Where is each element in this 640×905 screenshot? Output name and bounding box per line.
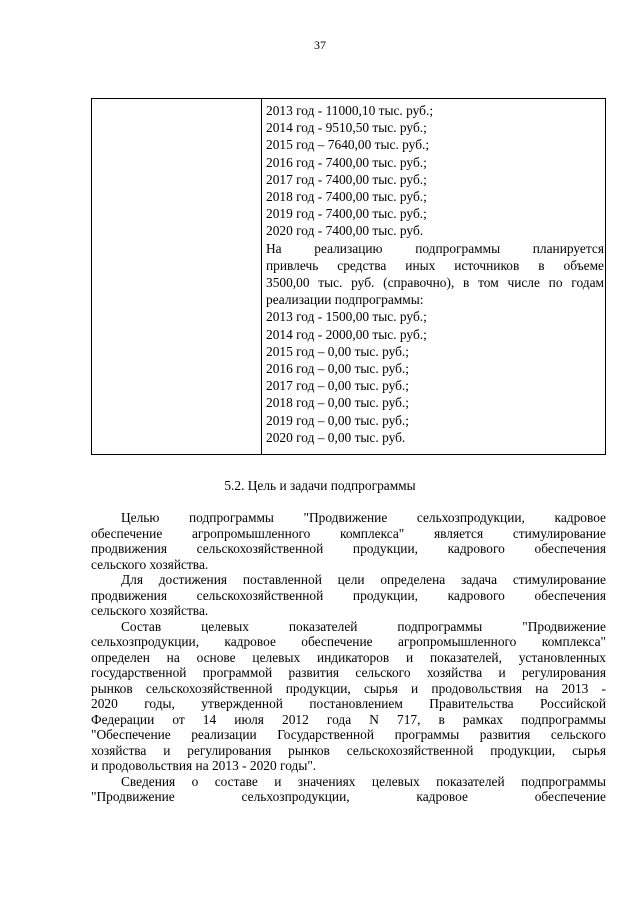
text-line: "Обеспечение реализации Государственной программы развития сельского xyxy=(91,727,606,742)
text-line: хозяйства и регулирования рынков сельскохозяйственной продукции, сырья xyxy=(91,742,606,758)
funding-line: 2015 год – 7640,00 тыс. руб.; xyxy=(266,137,430,153)
paragraph-task xyxy=(91,572,606,619)
funding-line: 2016 год – 0,00 тыс. руб.; xyxy=(266,361,409,377)
paragraph-details xyxy=(91,774,606,805)
text-line: рынков сельскохозяйственной продукции, сырья и продовольствия на 2013 - xyxy=(91,680,606,696)
text-line: сельского хозяйства. xyxy=(91,556,209,572)
funding-table-right-cell xyxy=(266,102,604,446)
funding-line: 2018 год - 7400,00 тыс. руб.; xyxy=(266,189,427,205)
text-line: продвижения сельскохозяйственной продукции, кадрового обеспечения xyxy=(91,587,606,603)
funding-line: 2016 год - 7400,00 тыс. руб.; xyxy=(266,154,427,170)
text-line: обеспечение агропромышленного комплекса" является стимулирование xyxy=(91,525,606,541)
funding-line: 2014 год - 2000,00 тыс. руб.; xyxy=(266,326,427,342)
text-line: и продовольствия на 2013 - 2020 годы". xyxy=(91,758,317,773)
funding-line: 2013 год - 11000,10 тыс. руб.; xyxy=(266,103,434,118)
text-line: Федерации от 14 июля 2012 года N 717, в рамках подпрограммы xyxy=(91,711,606,727)
funding-text-line: реализации подпрограммы: xyxy=(266,292,424,308)
funding-text-line: 3500,00 тыс. руб. (справочно), в том числе по годам xyxy=(266,275,604,291)
text-line: продвижения сельскохозяйственной продукции, кадрового обеспечения xyxy=(91,541,606,556)
section-heading: 5.2. Цель и задачи подпрограммы xyxy=(224,478,416,493)
text-line: сельского хозяйства. xyxy=(91,603,209,618)
funding-line: 2013 год - 1500,00 тыс. руб.; xyxy=(266,309,427,325)
text-line: "Продвижение сельхозпродукции, кадровое обеспечение xyxy=(91,789,606,804)
text-line: Целью подпрограммы "Продвижение сельхозпродукции, кадровое xyxy=(121,510,606,525)
table-column-divider xyxy=(261,99,262,454)
funding-line: 2017 год - 7400,00 тыс. руб.; xyxy=(266,171,427,187)
funding-line: 2019 год - 7400,00 тыс. руб.; xyxy=(266,206,427,222)
funding-text-line: На реализацию подпрограммы планируется xyxy=(266,240,604,256)
funding-text-line: привлечь средства иных источников в объеме xyxy=(266,257,604,273)
text-line: определен на основе целевых индикаторов и показателей, установленных xyxy=(91,649,606,665)
body-text xyxy=(91,510,606,805)
paragraph-indicators xyxy=(91,619,606,774)
funding-line: 2018 год – 0,00 тыс. руб.; xyxy=(266,395,409,411)
funding-table xyxy=(91,98,606,455)
funding-line: 2019 год – 0,00 тыс. руб.; xyxy=(266,412,409,428)
paragraph-goal xyxy=(91,510,606,572)
page-number: 37 xyxy=(314,38,326,52)
funding-line: 2020 год - 7400,00 тыс. руб. xyxy=(266,223,424,239)
funding-line: 2017 год – 0,00 тыс. руб.; xyxy=(266,378,409,394)
text-line: сельхозпродукции, кадровое обеспечение агропромышленного комплекса" xyxy=(91,634,606,649)
funding-line: 2014 год - 9510,50 тыс. руб.; xyxy=(266,120,427,136)
funding-line: 2015 год – 0,00 тыс. руб.; xyxy=(266,343,409,359)
text-line: Для достижения поставленной цели определена задача стимулирование xyxy=(121,572,606,587)
funding-line: 2020 год – 0,00 тыс. руб. xyxy=(266,429,406,445)
text-line: 2020 годы, утвержденной постановлением Правительства Российской xyxy=(91,696,606,711)
text-line: Сведения о составе и значениях целевых показателей подпрограммы xyxy=(121,773,606,789)
text-line: государственной программой развития сельского хозяйства и регулирования xyxy=(91,665,606,680)
text-line: Состав целевых показателей подпрограммы "Продвижение xyxy=(121,618,606,634)
